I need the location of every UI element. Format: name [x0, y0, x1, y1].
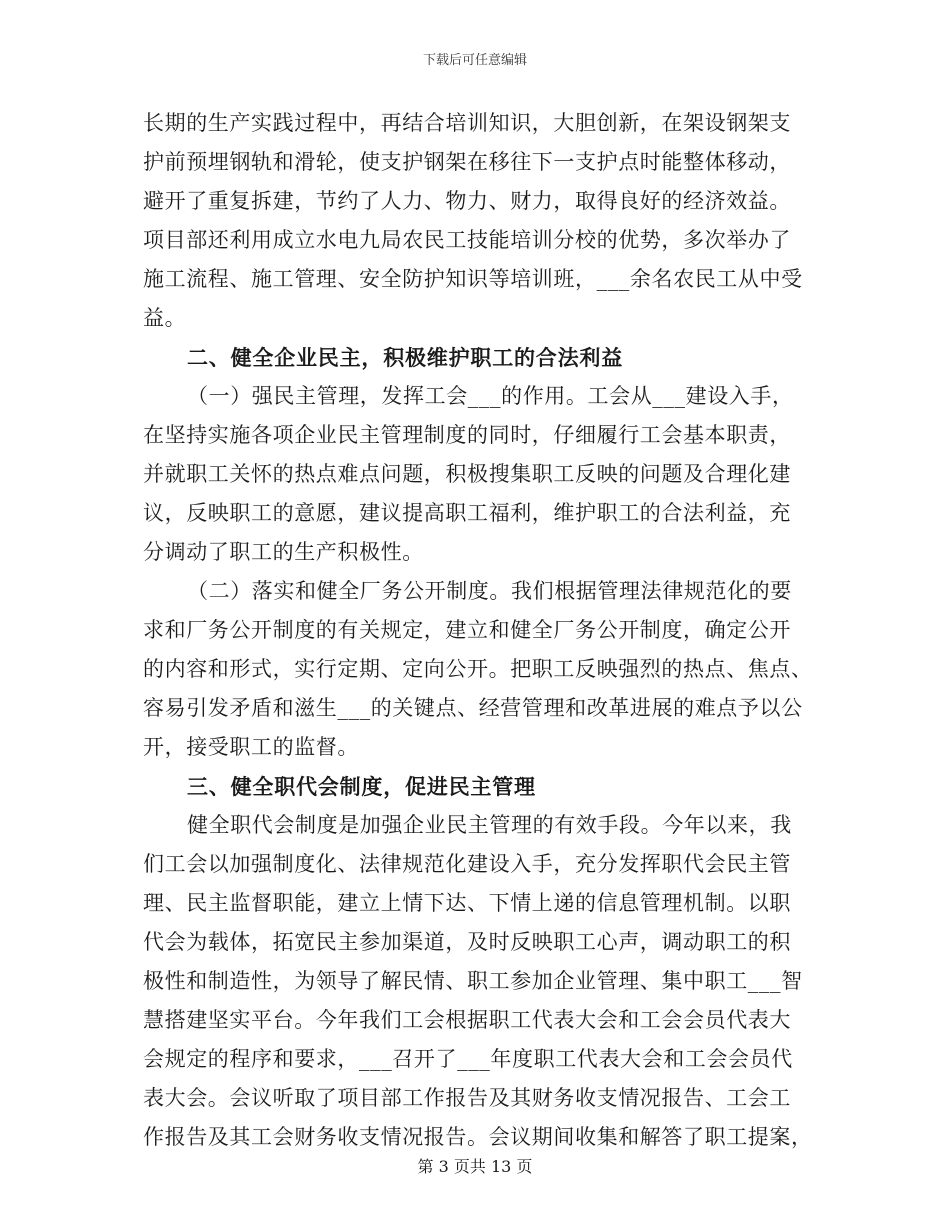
- text-line: 慧搭建坚实平台。今年我们工会根据职工代表大会和工会会员代表大: [143, 1008, 791, 1032]
- text-line: 开，接受职工的监督。: [143, 735, 359, 759]
- text-line: 健全职代会制度是加强企业民主管理的有效手段。今年以来，我: [187, 813, 792, 837]
- paragraph: [143, 572, 813, 767]
- text-line: 避开了重复拆建，节约了人力、物力、财力，取得良好的经济效益。: [143, 189, 791, 213]
- text-line: 表大会。会议听取了项目部工作报告及其财务收支情况报告、工会工: [143, 1086, 791, 1110]
- section-heading: 二、健全企业民主，积极维护职工的合法利益: [187, 345, 623, 370]
- paragraph: [143, 806, 813, 1157]
- document-body: [143, 104, 813, 1157]
- paragraph: [143, 104, 813, 338]
- text-line: （二）落实和健全厂务公开制度。我们根据管理法律规范化的要: [187, 579, 792, 603]
- text-line: 项目部还利用成立水电九局农民工技能培训分校的优势，多次举办了: [143, 228, 791, 252]
- page-header: 下载后可任意编辑: [422, 53, 527, 68]
- text-line: 长期的生产实践过程中，再结合培训知识，大胆创新，在架设钢架支: [143, 111, 791, 135]
- text-line: 益。: [143, 306, 187, 330]
- text-line: 求和厂务公开制度的有关规定，建立和健全厂务公开制度，确定公开: [143, 618, 791, 642]
- text-line: 并就职工关怀的热点难点问题，积极搜集职工反映的问题及合理化建: [143, 462, 791, 486]
- text-line: 理、民主监督职能，建立上情下达、下情上递的信息管理机制。以职: [143, 891, 791, 915]
- text-line: 们工会以加强制度化、法律规范化建设入手，充分发挥职代会民主管: [143, 852, 791, 876]
- text-line: 护前预埋钢轨和滑轮，使支护钢架在移往下一支护点时能整体移动，: [143, 150, 791, 174]
- section-heading: 三、健全职代会制度，促进民主管理: [187, 774, 536, 799]
- text-line: 议，反映职工的意愿，建议提高职工福利，维护职工的合法利益，充: [143, 501, 791, 525]
- text-line: 作报告及其工会财务收支情况报告。会议期间收集和解答了职工提案，: [143, 1125, 813, 1149]
- text-line: 会规定的程序和要求，___召开了___年度职工代表大会和工会会员代: [143, 1047, 793, 1071]
- text-line: 极性和制造性，为领导了解民情、职工参加企业管理、集中职工___智: [143, 969, 803, 993]
- page-footer: 第 3 页共 13 页: [417, 1157, 533, 1176]
- text-line: 容易引发矛盾和滋生___的关键点、经营管理和改革进展的难点予以公: [143, 696, 803, 720]
- text-line: 施工流程、施工管理、安全防护知识等培训班，___余名农民工从中受: [143, 267, 803, 291]
- text-line: 在坚持实施各项企业民主管理制度的同时，仔细履行工会基本职责，: [143, 423, 791, 447]
- text-line: （一）强民主管理，发挥工会___的作用。工会从___建设入手，: [187, 384, 794, 408]
- text-line: 的内容和形式，实行定期、定向公开。把职工反映强烈的热点、焦点、: [143, 657, 813, 681]
- text-line: 分调动了职工的生产积极性。: [143, 540, 424, 564]
- text-line: 代会为载体，拓宽民主参加渠道，及时反映职工心声，调动职工的积: [143, 930, 791, 954]
- paragraph: [143, 377, 813, 572]
